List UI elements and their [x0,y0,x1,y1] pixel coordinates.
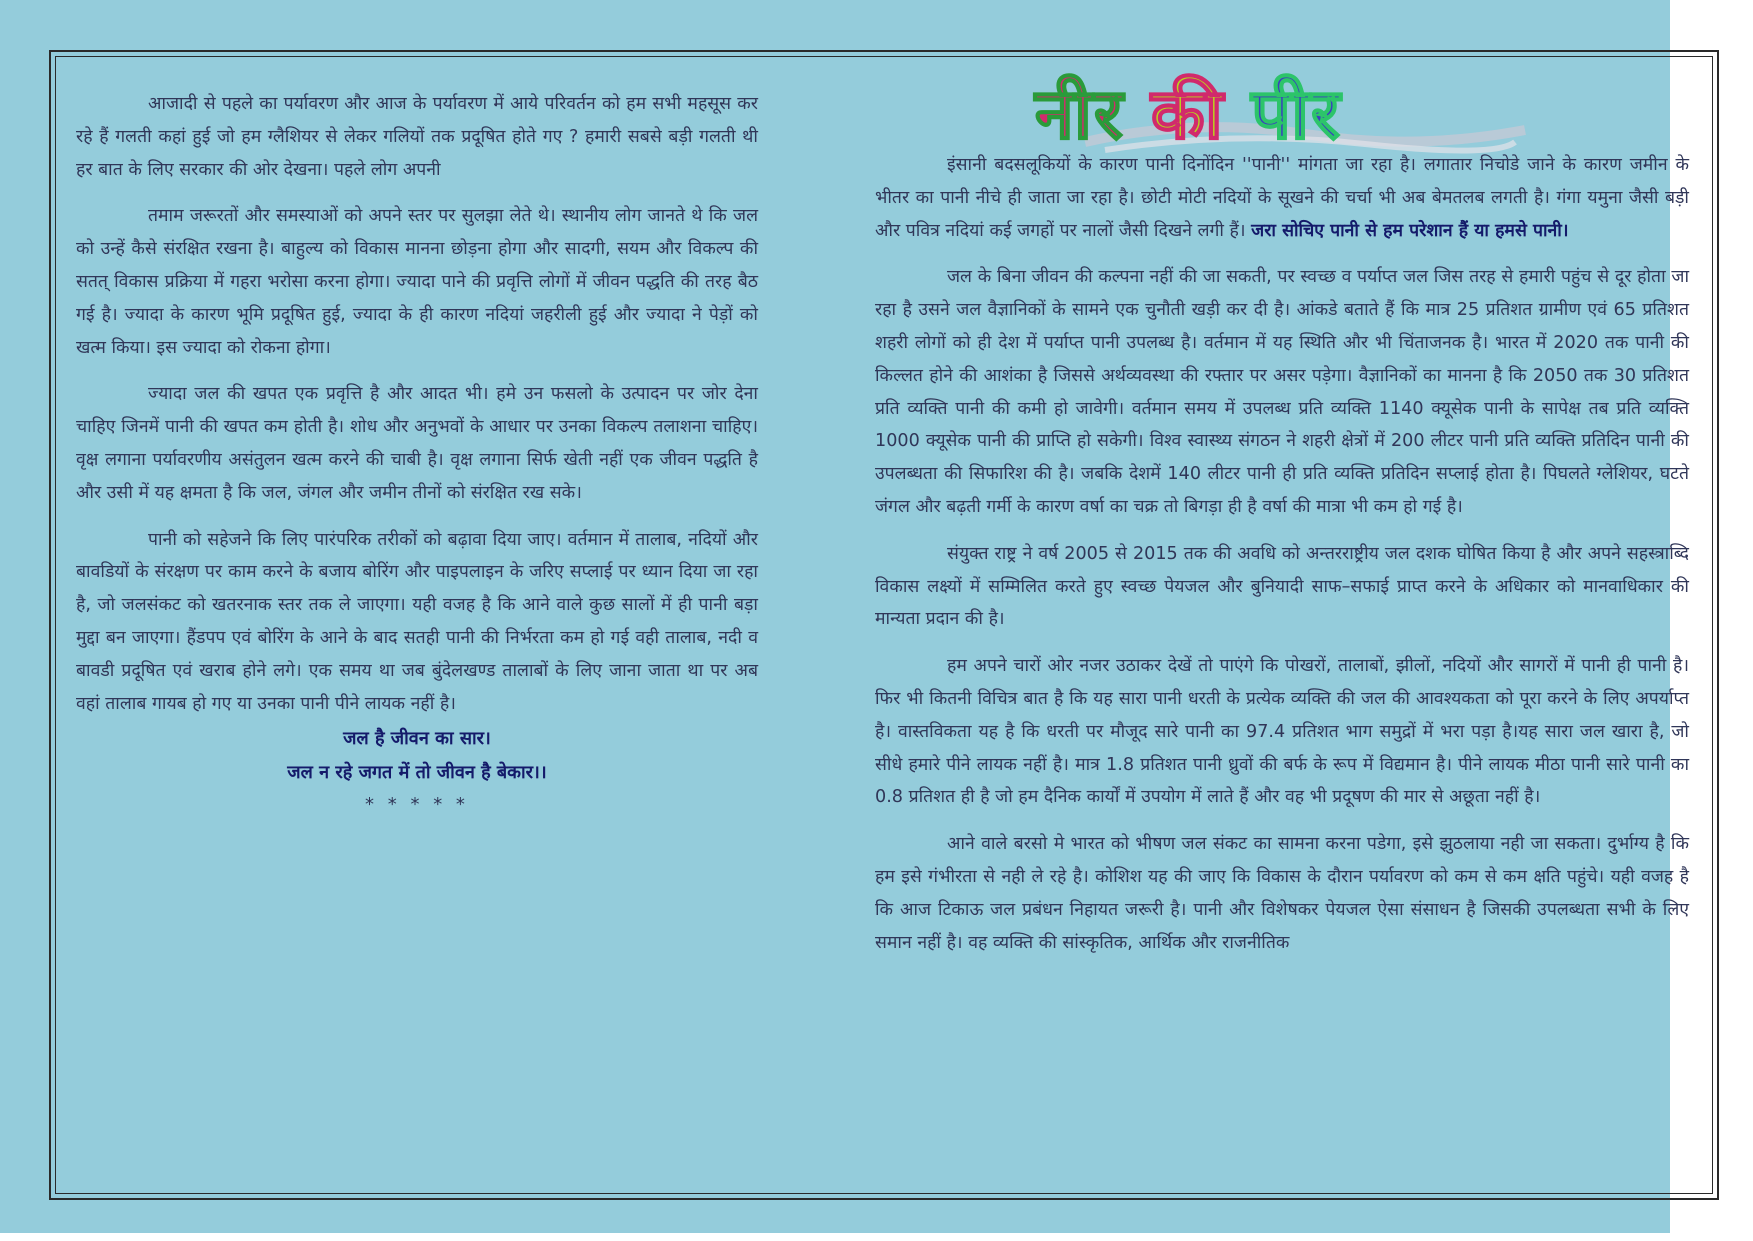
title-word-3: पीर [1251,73,1342,155]
right-intro-text: इंसानी बदसलूकियों के कारण पानी दिनोंदिन ''पानी'' मांगता जा रहा है। लगातार निचोडे जाने के कारण जमीन के भीतर का पानी नीचे ही जाता जा रहा है। छोटी मोटी नदियों के सूखने की चर्चा भी अब बेमतलब लगती है। गंगा यमुना जैसी बड़ी और पवित्र नदियां कई जगहों पर नालों जैसी दिखने लगी हैं। [875,155,1689,241]
quote-line-2: जल न रहे जगत में तो जीवन है बेकार।। [287,762,547,784]
left-paragraph-3: ज्यादा जल की खपत एक प्रवृत्ति है और आदत भी। हमे उन फसलो के उत्पादन पर जोर देना चाहिए जिनमें पानी की खपत कम होती है। शोध और अनुभवों के आधार पर उनका विकल्प तलाशना चाहिए। वृक्ष लगाना पर्यावरणीय असंतुलन खत्म करने की चाबी है। वृक्ष लगाना सिर्फ खेती नहीं एक जीवन पद्धति है और उसी में यह क्षमता है कि जल, जंगल और जमीन तीनों को संरक्षित रख सके। [76,384,758,503]
right-paragraph-2: संयुक्त राष्ट्र ने वर्ष 2005 से 2015 तक की अवधि को अन्तरराष्ट्रीय जल दशक घोषित किया है और अपने सहस्त्राब्दि विकास लक्ष्यों में सम्मिलित करते हुए स्वच्छ पेयजल और बुनियादी साफ–सफाई प्राप्त करने के अधिकार को मानवाधिकार की मान्यता प्रदान की है। [875,543,1689,630]
right-paragraph-1: जल के बिना जीवन की कल्पना नहीं की जा सकती, पर स्वच्छ व पर्याप्त जल जिस तरह से हमारी पहुंच से दूर होता जा रहा है उसने जल वैज्ञानिकों के सामने एक चुनौती खड़ी कर दी है। आंकडे बताते हैं कि मात्र 25 प्रतिशत ग्रामीण एवं 65 प्रतिशत शहरी लोगों को ही देश में पर्याप्त पानी उपलब्ध है। वर्तमान में यह स्थिति और भी चिंताजनक है। भारत में 2020 तक पानी की किल्लत होने की आशंका है जिससे अर्थव्यवस्था की रफ्तार पर असर पड़ेगा। वैज्ञानिकों का मानना है कि 2050 तक 30 प्रतिशत प्रति व्यक्ति पानी की कमी हो जावेगी। वर्तमान समय में उपलब्ध प्रति व्यक्ति 1140 क्यूसेक पानी के सापेक्ष तब प्रति व्यक्ति 1000 क्यूसेक पानी की प्राप्ति हो सकेगी। विश्व स्वास्थ्य संगठन ने शहरी क्षेत्रों में 200 लीटर पानी प्रति व्यक्ति प्रतिदिन पानी की उपलब्धता की सिफारिश की है। जबकि देशमें 140 लीटर पानी ही प्रति व्यक्ति प्रतिदिन सप्लाई होता है। पिघलते ग्लेशियर, घटते जंगल और बढ़ती गर्मी के कारण वर्षा का चक्र तो बिगड़ा ही है वर्षा की मात्रा भी कम हो गई है। [875,267,1689,517]
left-paragraph-4: पानी को सहेजने कि लिए पारंपरिक तरीकों को बढ़ावा दिया जाए। वर्तमान में तालाब, नदियों और बावडियों के संरक्षण पर काम करने के बजाय बोरिंग और पाइपलाइन के जरिए सप्लाई पर ध्यान दिया जा रहा है, जो जलसंकट को खतरनाक स्तर तक ले जाएगा। यही वजह है कि आने वाले कुछ सालों में ही पानी बड़ा मुद्दा बन जाएगा। हैंडपप एवं बोरिंग के आने के बाद सतही पानी की निर्भरता कम हो गई वही तालाब, नदी व बावडी प्रदूषित एवं खराब होने लगे। एक समय था जब बुंदेलखण्ड तालाबों के लिए जाना जाता था पर अब वहां तालाब गायब हो गए या उनका पानी पीने लायक नहीं है। [76,529,758,714]
left-column [76,88,758,820]
right-paragraph-4: आने वाले बरसो मे भारत को भीषण जल संकट का सामना करना पडेगा, इसे झुठलाया नही जा सकता। दुर्भाग्य है कि हम इसे गंभीरता से नही ले रहे है। कोशिश यह की जाए कि विकास के दौरान पर्यावरण को कम से कम क्षति पहुंचे। यही वजह है कि आज टिकाऊ जल प्रबंधन निहायत जरूरी है। पानी और विशेषकर पेयजल ऐसा संसाधन है जिसकी उपलब्धता सभी के लिए समान नहीं है। वह व्यक्ति की सांस्कृतिक, आर्थिक और राजनीतिक [875,834,1689,953]
right-paragraph-3: हम अपने चारों ओर नजर उठाकर देखें तो पाएंगे कि पोखरों, तालाबों, झीलों, नदियों और सागरों में पानी ही पानी है। फिर भी कितनी विचित्र बात है कि यह सारा पानी धरती के प्रत्येक व्यक्ति की जल की आवश्यकता को पूरा करने के लिए अपर्याप्त है। वास्तविकता यह है कि धरती पर मौजूद सारे पानी का 97.4 प्रतिशत भाग समुद्रों में भरा पड़ा है।यह सारा जल खारा है, जो सीधे हमारे पीने लायक नहीं है। मात्र 1.8 प्रतिशत पानी ध्रुवों की बर्फ के रूप में विद्यमान है। पीने लायक मीठा पानी सारे पानी का 0.8 प्रतिशत ही है जो हम दैनिक कार्यों में उपयोग में लाते हैं और वह भी प्रदूषण की मार से अछूता नहीं है। [875,656,1689,808]
left-paragraph-2: तमाम जरूरतों और समस्याओं को अपने स्तर पर सुलझा लेते थे। स्थानीय लोग जानते थे कि जल को उन्हें कैसे संरक्षित रखना है। बाहुल्य को विकास मानना छोड़ना होगा और सादगी, सयम और विकल्प की सतत् विकास प्रक्रिया में गहरा भरोसा करना होगा। ज्यादा पाने की प्रवृत्ति लोगों में जीवन पद्धति की तरह बैठ गई है। ज्यादा के कारण भूमि प्रदूषित हुई, ज्यादा के ही कारण नदियां जहरीली हुई और ज्यादा ने पेड़ों को खत्म किया। इस ज्यादा को रोकना होगा। [76,206,758,358]
end-stars: * * * * * [365,794,469,816]
left-paragraph-1: आजादी से पहले का पर्यावरण और आज के पर्यावरण में आये परिवर्तन को हम सभी महसूस कर रहे हैं गलती कहां हुई जो हम ग्लैशियर से लेकर गलियों तक प्रदूषित होते गए ? हमारी सबसे बड़ी गलती थी हर बात के लिए सरकार की ओर देखना। पहले लोग अपनी [76,94,758,180]
right-intro-paragraph [875,149,1689,247]
title-word-1: नीर [1035,73,1125,155]
title-word-2: की [1151,73,1225,155]
quote-line-1: जल है जीवन का सार। [343,728,491,750]
right-intro-bold: जरा सोचिए पानी से हम परेशान हैं या हमसे पानी। [1251,220,1569,241]
right-column [875,149,1689,973]
